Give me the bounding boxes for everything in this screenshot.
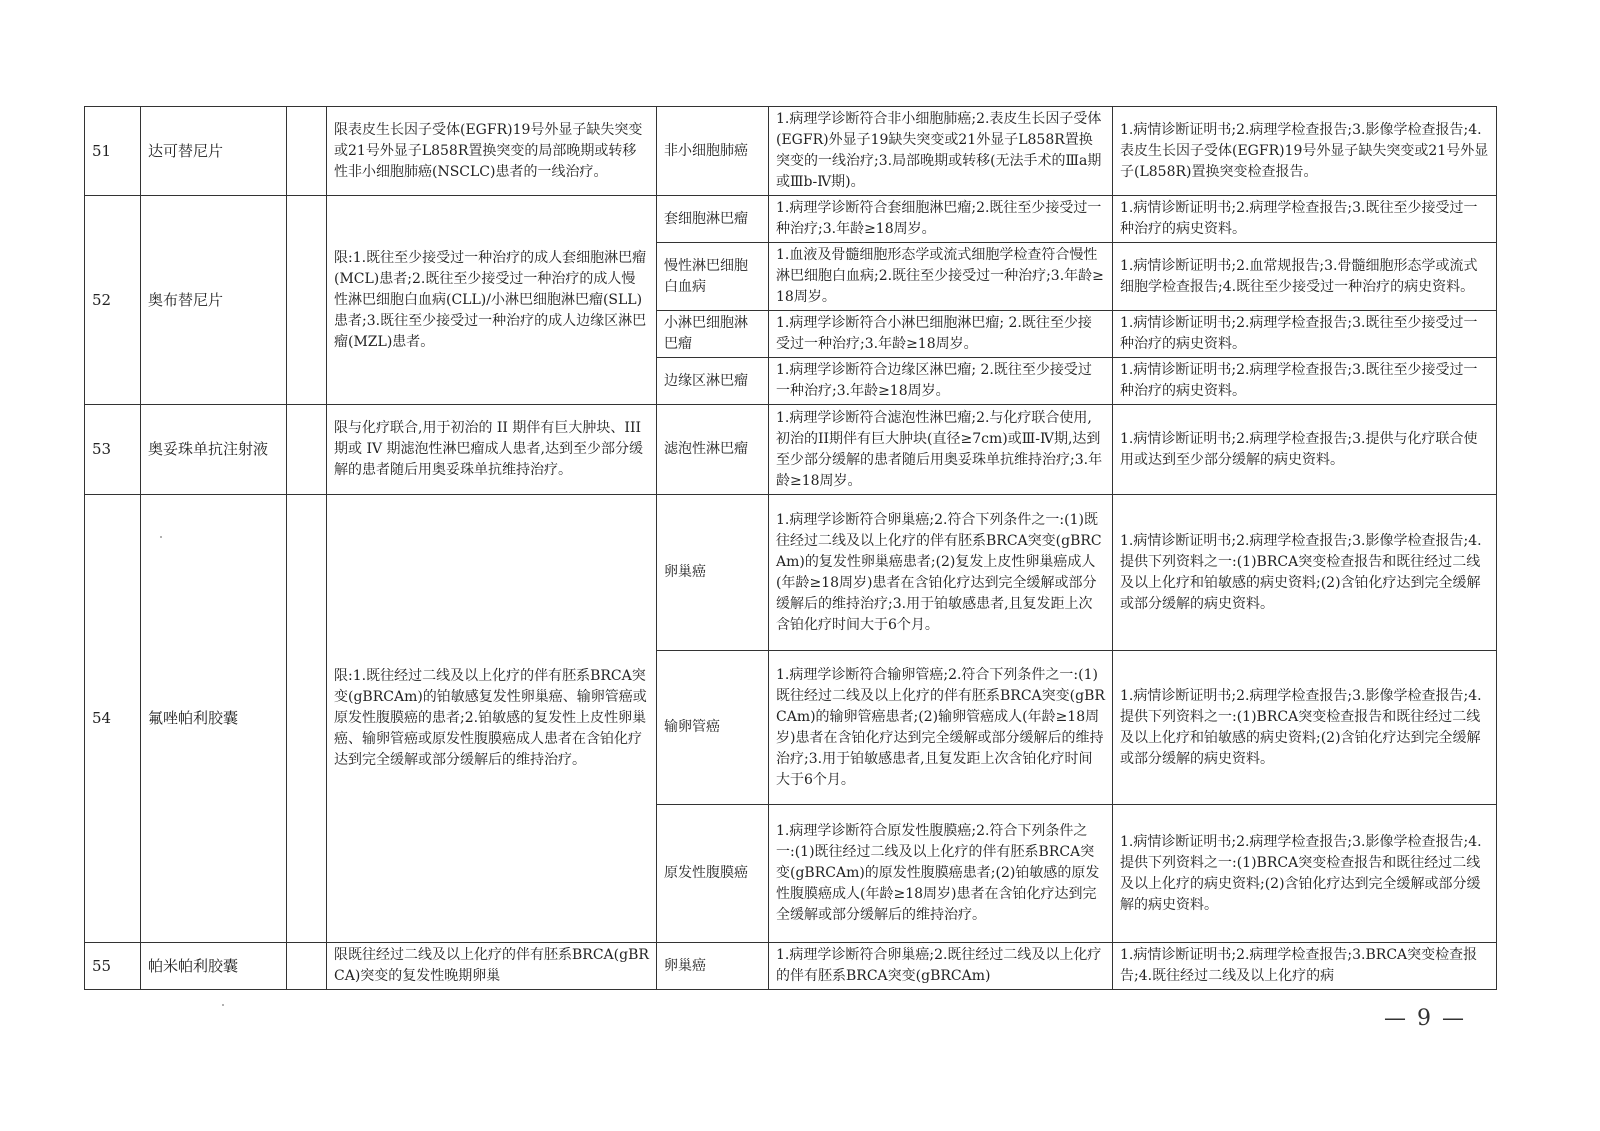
approval-criteria: 1.病理学诊断符合卵巢癌;2.既往经过二线及以上化疗的伴有胚系BRCA突变(gBRCAm) [769, 943, 1113, 990]
drug-indication: 限表皮生长因子受体(EGFR)19号外显子缺失突变或21号外显子L858R置换突变的局部晚期或转移性非小细胞肺癌(NSCLC)患者的一线治疗。 [327, 107, 657, 196]
blank-cell [287, 405, 327, 495]
required-materials: 1.病情诊断证明书;2.病理学检查报告;3.影像学检查报告;4.表皮生长因子受体(EGFR)19号外显子缺失突变或21号外显子(L858R)置换突变检查报告。 [1113, 107, 1497, 196]
required-materials: 1.病情诊断证明书;2.病理学检查报告;3.提供与化疗联合使用或达到至少部分缓解的病史资料。 [1113, 405, 1497, 495]
blank-cell [287, 107, 327, 196]
drug-indication: 限既往经过二线及以上化疗的伴有胚系BRCA(gBRCA)突变的复发性晚期卵巢 [327, 943, 657, 990]
table-row [85, 196, 1497, 243]
disease-name: 输卵管癌 [657, 651, 769, 805]
disease-name: 边缘区淋巴瘤 [657, 358, 769, 405]
disease-name: 慢性淋巴细胞白血病 [657, 243, 769, 311]
row-number: 53 [85, 405, 141, 495]
row-number: 55 [85, 943, 141, 990]
required-materials: 1.病情诊断证明书;2.病理学检查报告;3.BRCA突变检查报告;4.既往经过二线及以上化疗的病 [1113, 943, 1497, 990]
approval-criteria: 1.病理学诊断符合原发性腹膜癌;2.符合下列条件之一:(1)既往经过二线及以上化疗的伴有胚系BRCA突变(gBRCAm)的原发性腹膜癌患者;(2)铂敏感的原发性腹膜癌成人(年龄≥18周岁)患者在含铂化疗达到完全缓解或部分缓解后的维持治疗。 [769, 805, 1113, 943]
disease-name: 套细胞淋巴瘤 [657, 196, 769, 243]
disease-name: 卵巢癌 [657, 495, 769, 651]
drug-name: 奥妥珠单抗注射液 [141, 405, 287, 495]
required-materials: 1.病情诊断证明书;2.病理学检查报告;3.影像学检查报告;4.提供下列资料之一:(1)BRCA突变检查报告和既往经过二线及以上化疗和铂敏感的病史资料;(2)含铂化疗达到完全缓解或部分缓解的病史资料。 [1113, 495, 1497, 651]
required-materials: 1.病情诊断证明书;2.病理学检查报告;3.影像学检查报告;4.提供下列资料之一:(1)BRCA突变检查报告和既往经过二线及以上化疗和铂敏感的病史资料;(2)含铂化疗达到完全缓解或部分缓解的病史资料。 [1113, 651, 1497, 805]
table-row [85, 495, 1497, 651]
approval-criteria: 1.病理学诊断符合边缘区淋巴瘤; 2.既往至少接受过一种治疗;3.年龄≥18周岁。 [769, 358, 1113, 405]
approval-criteria: 1.病理学诊断符合输卵管癌;2.符合下列条件之一:(1)既往经过二线及以上化疗的伴有胚系BRCA突变(gBRCAm)的输卵管癌患者;(2)输卵管癌成人(年龄≥18周岁)患者在含铂化疗达到完全缓解或部分缓解后的维持治疗;3.用于铂敏感患者,且复发距上次含铂化疗时间大于6个月。 [769, 651, 1113, 805]
required-materials: 1.病情诊断证明书;2.病理学检查报告;3.既往至少接受过一种治疗的病史资料。 [1113, 196, 1497, 243]
blank-cell [287, 495, 327, 943]
table-body [85, 107, 1497, 990]
row-number: 51 [85, 107, 141, 196]
blank-cell [287, 943, 327, 990]
blank-cell [287, 196, 327, 405]
page-number: — 9 — [1384, 1006, 1466, 1031]
approval-criteria: 1.病理学诊断符合滤泡性淋巴瘤;2.与化疗联合使用,初治的II期伴有巨大肿块(直径≥7cm)或Ⅲ-Ⅳ期,达到至少部分缓解的患者随后用奥妥珠单抗维持治疗;3.年龄≥18周岁。 [769, 405, 1113, 495]
approval-criteria: 1.病理学诊断符合非小细胞肺癌;2.表皮生长因子受体(EGFR)外显子19缺失突变或21外显子L858R置换突变的一线治疗;3.局部晚期或转移(无法手术的Ⅲa期或Ⅲb-Ⅳ期)。 [769, 107, 1113, 196]
drug-name: 氟唑帕利胶囊 [141, 495, 287, 943]
disease-name: 卵巢癌 [657, 943, 769, 990]
approval-criteria: 1.血液及骨髓细胞形态学或流式细胞学检查符合慢性淋巴细胞白血病;2.既往至少接受过一种治疗;3.年龄≥18周岁。 [769, 243, 1113, 311]
disease-name: 非小细胞肺癌 [657, 107, 769, 196]
drug-criteria-table [84, 106, 1497, 990]
row-number: 54 [85, 495, 141, 943]
row-number: 52 [85, 196, 141, 405]
scan-speck [222, 1004, 224, 1006]
scan-speck [160, 536, 162, 538]
approval-criteria: 1.病理学诊断符合套细胞淋巴瘤;2.既往至少接受过一种治疗;3.年龄≥18周岁。 [769, 196, 1113, 243]
drug-indication: 限:1.既往至少接受过一种治疗的成人套细胞淋巴瘤(MCL)患者;2.既往至少接受过一种治疗的成人慢性淋巴细胞白血病(CLL)/小淋巴细胞淋巴瘤(SLL)患者;3.既往至少接受过一种治疗的成人边缘区淋巴瘤(MZL)患者。 [327, 196, 657, 405]
required-materials: 1.病情诊断证明书;2.病理学检查报告;3.既往至少接受过一种治疗的病史资料。 [1113, 311, 1497, 358]
drug-name: 奥布替尼片 [141, 196, 287, 405]
disease-name: 原发性腹膜癌 [657, 805, 769, 943]
required-materials: 1.病情诊断证明书;2.病理学检查报告;3.影像学检查报告;4.提供下列资料之一:(1)BRCA突变检查报告和既往经过二线及以上化疗的病史资料;(2)含铂化疗达到完全缓解或部分缓解的病史资料。 [1113, 805, 1497, 943]
drug-name: 达可替尼片 [141, 107, 287, 196]
drug-indication: 限与化疗联合,用于初治的 II 期伴有巨大肿块、III 期或 IV 期滤泡性淋巴瘤成人患者,达到至少部分缓解的患者随后用奥妥珠单抗维持治疗。 [327, 405, 657, 495]
table-row [85, 943, 1497, 990]
required-materials: 1.病情诊断证明书;2.血常规报告;3.骨髓细胞形态学或流式细胞学检查报告;4.既往至少接受过一种治疗的病史资料。 [1113, 243, 1497, 311]
drug-indication: 限:1.既往经过二线及以上化疗的伴有胚系BRCA突变(gBRCAm)的铂敏感复发性卵巢癌、输卵管癌或原发性腹膜癌的患者;2.铂敏感的复发性上皮性卵巢癌、输卵管癌或原发性腹膜癌成人患者在含铂化疗达到完全缓解或部分缓解后的维持治疗。 [327, 495, 657, 943]
disease-name: 小淋巴细胞淋巴瘤 [657, 311, 769, 358]
approval-criteria: 1.病理学诊断符合小淋巴细胞淋巴瘤; 2.既往至少接受过一种治疗;3.年龄≥18周岁。 [769, 311, 1113, 358]
table-row [85, 107, 1497, 196]
table-row [85, 405, 1497, 495]
required-materials: 1.病情诊断证明书;2.病理学检查报告;3.既往至少接受过一种治疗的病史资料。 [1113, 358, 1497, 405]
disease-name: 滤泡性淋巴瘤 [657, 405, 769, 495]
approval-criteria: 1.病理学诊断符合卵巢癌;2.符合下列条件之一:(1)既往经过二线及以上化疗的伴有胚系BRCA突变(gBRCAm)的复发性卵巢癌患者;(2)复发上皮性卵巢癌成人(年龄≥18周岁)患者在含铂化疗达到完全缓解或部分缓解后的维持治疗;3.用于铂敏感患者,且复发距上次含铂化疗时间大于6个月。 [769, 495, 1113, 651]
drug-name: 帕米帕利胶囊 [141, 943, 287, 990]
drug-table-page [84, 106, 1496, 990]
